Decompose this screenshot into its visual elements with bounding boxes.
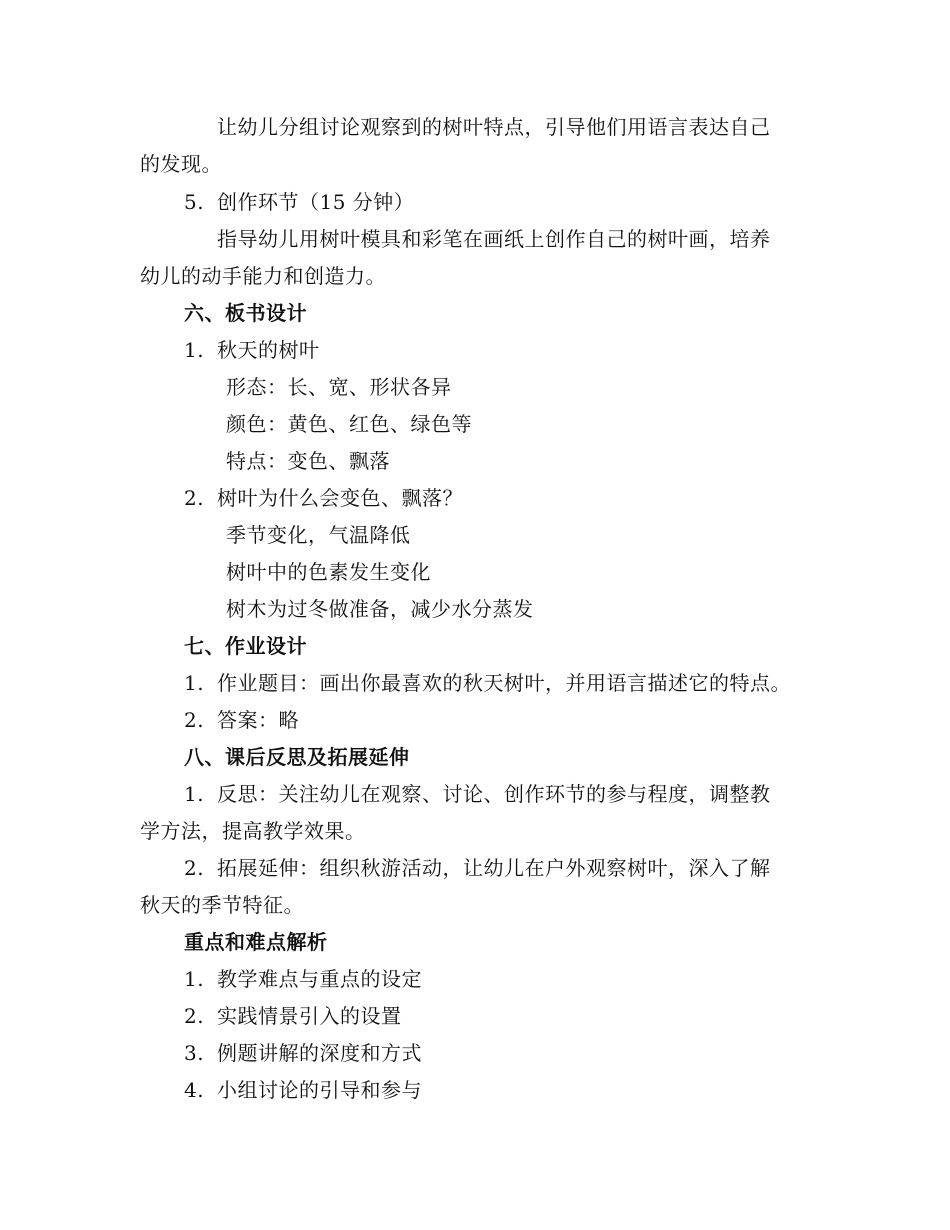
- list-item: 1. 教学难点与重点的设定: [184, 967, 422, 991]
- list-item: 1. 作业题目：画出你最喜欢的秋天树叶，并用语言描述它的特点。: [184, 671, 791, 695]
- paragraph-line: 的发现。: [140, 152, 222, 176]
- sub-item: 季节变化，气温降低: [226, 523, 411, 547]
- section-heading: 重点和难点解析: [184, 930, 328, 954]
- sub-item: 树木为过冬做准备，减少水分蒸发: [226, 597, 534, 621]
- sub-item: 树叶中的色素发生变化: [226, 560, 431, 584]
- paragraph-line: 幼儿的动手能力和创造力。: [140, 264, 386, 288]
- list-item: 3. 例题讲解的深度和方式: [184, 1041, 422, 1065]
- sub-item: 形态：长、宽、形状各异: [226, 375, 452, 399]
- list-item: 5. 创作环节（15 分钟）: [184, 190, 415, 214]
- paragraph-line: 让幼儿分组讨论观察到的树叶特点，引导他们用语言表达自己: [217, 115, 771, 139]
- list-item: 2. 拓展延伸：组织秋游活动，让幼儿在户外观察树叶，深入了解: [184, 856, 771, 880]
- paragraph-line: 秋天的季节特征。: [140, 893, 304, 917]
- list-item: 1. 反思：关注幼儿在观察、讨论、创作环节的参与程度，调整教: [184, 782, 771, 806]
- list-item: 1. 秋天的树叶: [184, 338, 320, 362]
- list-item: 4. 小组讨论的引导和参与: [184, 1078, 422, 1102]
- sub-item: 颜色：黄色、红色、绿色等: [226, 412, 472, 436]
- list-item: 2. 树叶为什么会变色、飘落？: [184, 486, 463, 510]
- section-heading: 六、板书设计: [184, 301, 307, 325]
- list-item: 2. 实践情景引入的设置: [184, 1004, 402, 1028]
- paragraph-line: 学方法，提高教学效果。: [140, 819, 366, 843]
- list-item: 2. 答案：略: [184, 708, 299, 732]
- sub-item: 特点：变色、飘落: [226, 449, 390, 473]
- section-heading: 八、课后反思及拓展延伸: [184, 745, 410, 769]
- section-heading: 七、作业设计: [184, 634, 307, 658]
- paragraph-line: 指导幼儿用树叶模具和彩笔在画纸上创作自己的树叶画，培养: [217, 227, 771, 251]
